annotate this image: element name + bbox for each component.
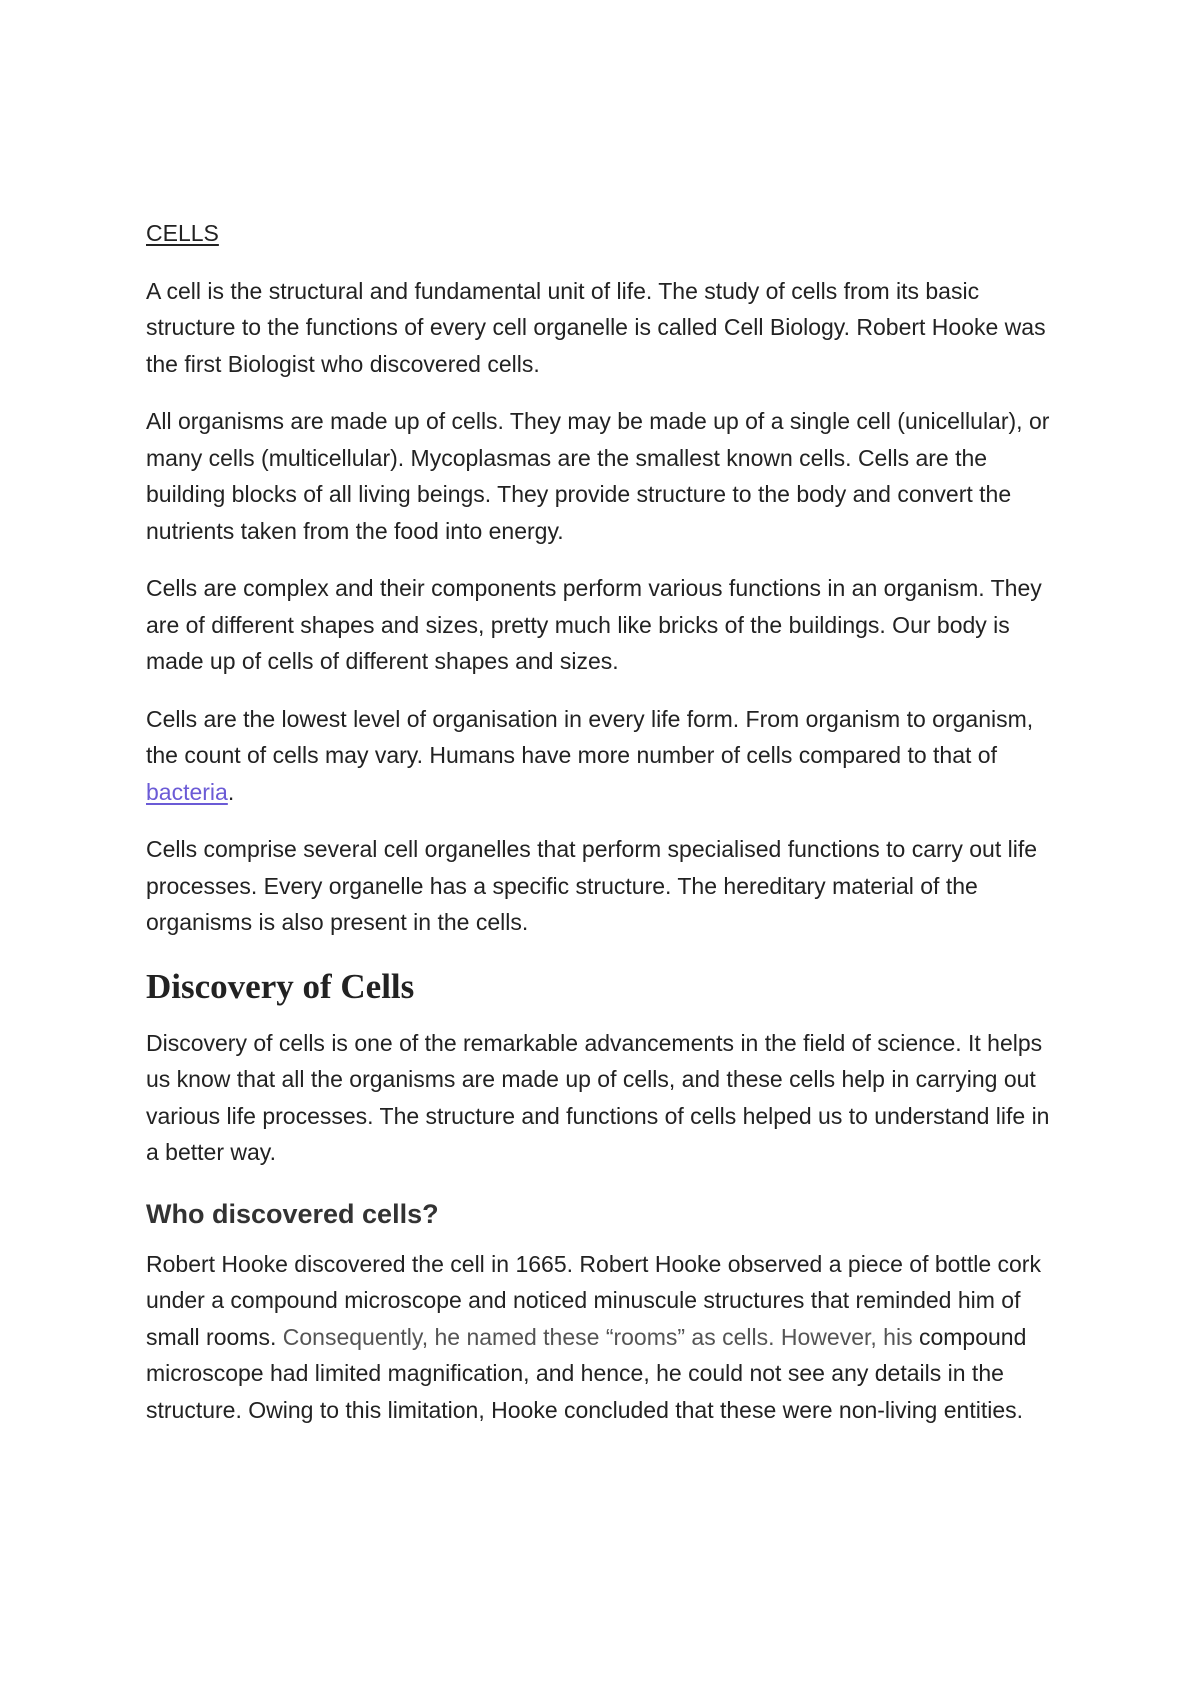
paragraph-organisation-text: Cells are the lowest level of organisation in every life form. From organism to organism, the count of cells may vary. Humans have more number of cells compared to that of — [146, 705, 1034, 768]
document-page — [146, 215, 1066, 1449]
paragraph-organisms: All organisms are made up of cells. They may be made up of a single cell (unicellular), or many cells (multicellular). Mycoplasmas are the smallest known cells. Cells are the building blocks of all living beings. They provide structure to the body and convert the nutrients taken from the food into energy. — [146, 408, 1050, 544]
heading-who-discovered-cells: Who discovered cells? — [146, 1198, 439, 1229]
paragraph-robert-hooke-text-2: Consequently, he named these “rooms” as cells. However, his — [282, 1323, 913, 1350]
heading-discovery-of-cells: Discovery of Cells — [146, 966, 415, 1006]
paragraph-robert-hooke-text-3: compound microscope had limited magnification, and hence, he could not see any details in the structure. Owing to this limitation, Hooke concluded that these were non-living entities. — [146, 1323, 1027, 1423]
document-title: CELLS — [146, 220, 219, 246]
paragraph-robert-hooke-text-1: Robert Hooke discovered the cell in 1665. Robert Hooke observed a piece of bottle cork under a compound microscope and noticed minuscule structures that reminded him of small rooms. — [146, 1250, 1041, 1350]
paragraph-organisation-end: . — [227, 778, 235, 805]
paragraph-organisation — [146, 701, 1066, 811]
paragraph-cell-definition: A cell is the structural and fundamental unit of life. The study of cells from its basic structure to the functions of every cell organelle is called Cell Biology. Robert Hooke was the first Biologist who discovered cells. — [146, 277, 1046, 377]
paragraph-complexity: Cells are complex and their components perform various functions in an organism. They are of different shapes and sizes, pretty much like bricks of the buildings. Our body is made up of cells of different shapes and sizes. — [146, 575, 1042, 674]
paragraph-discovery: Discovery of cells is one of the remarkable advancements in the field of science. It helps us know that all the organisms are made up of cells, and these cells help in carrying out various life processes. The structure and functions of cells helped us to understand life in a better way. — [146, 1029, 1050, 1165]
paragraph-organelles: Cells comprise several cell organelles that perform specialised functions to carry out life processes. Every organelle has a specific structure. The hereditary material of the organisms is also present in the cells. — [146, 836, 1038, 935]
paragraph-robert-hooke — [146, 1246, 1066, 1429]
bacteria-link[interactable]: bacteria — [146, 778, 228, 805]
